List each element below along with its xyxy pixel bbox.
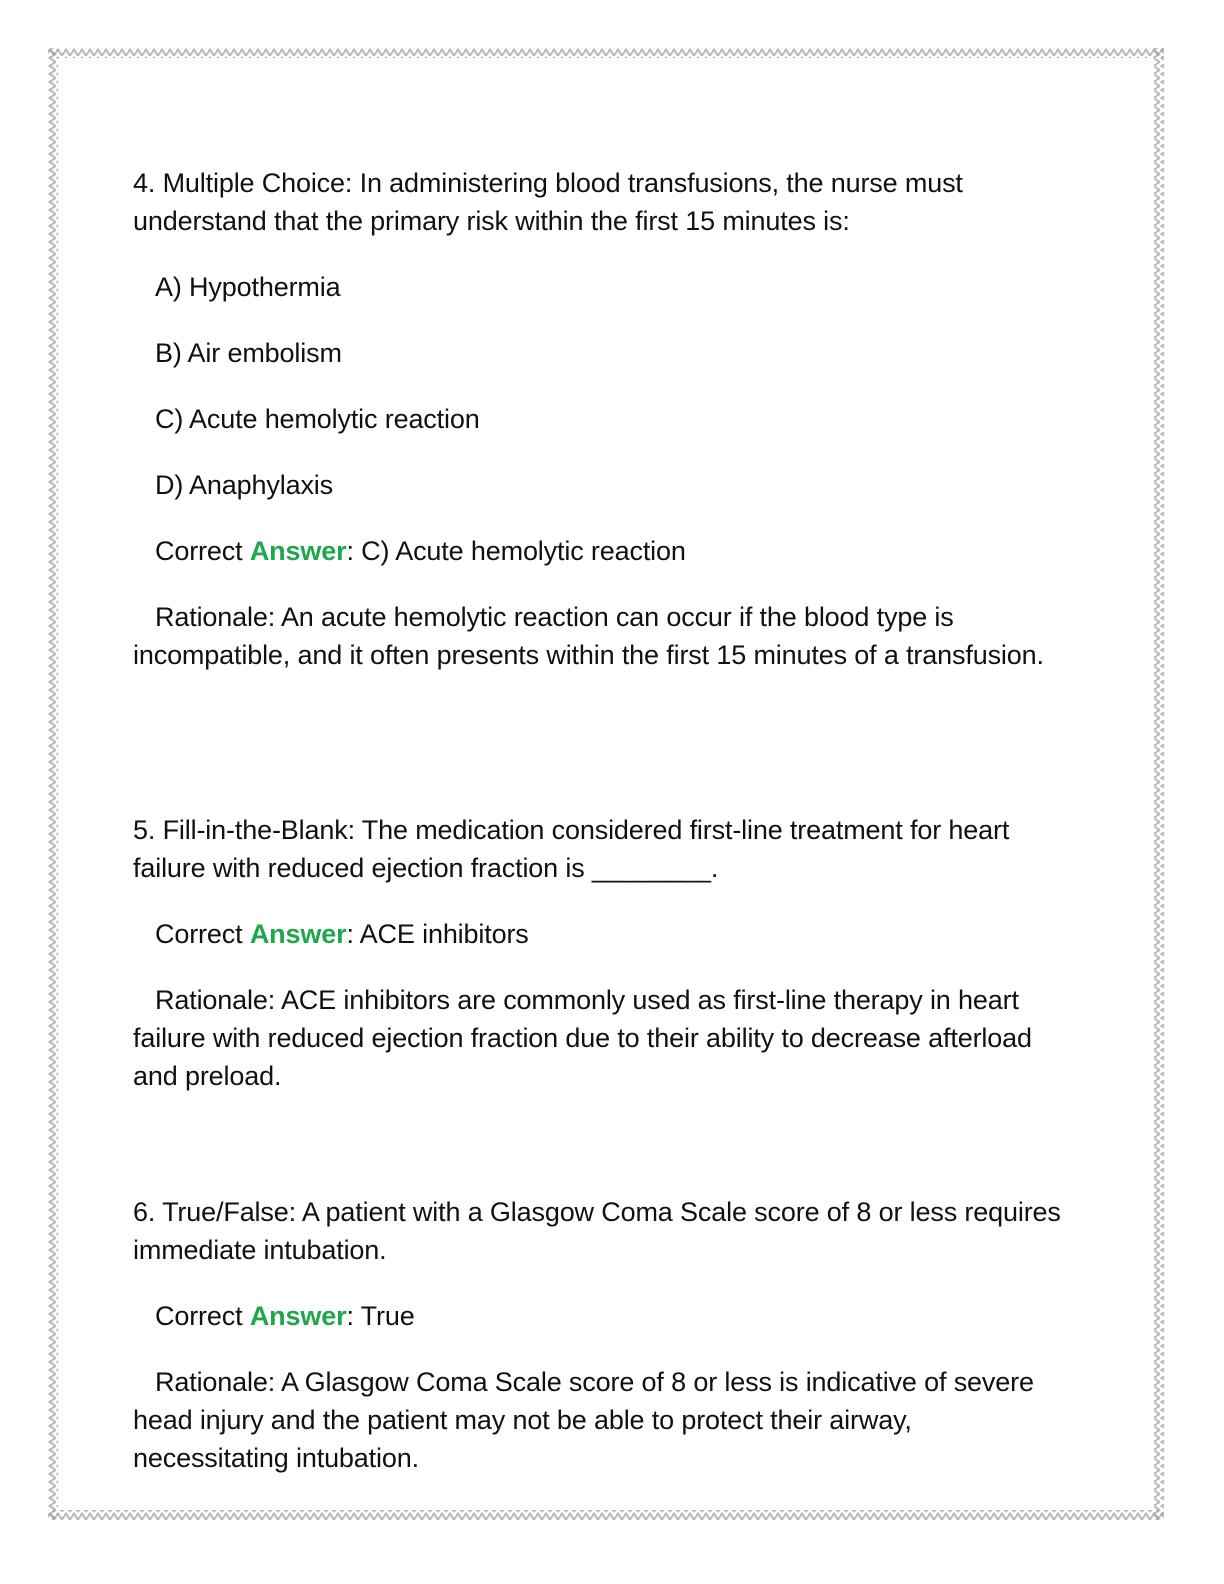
question-5-answer <box>133 915 1063 953</box>
answer-value: : C) Acute hemolytic reaction <box>346 536 686 566</box>
question-6-text: 6. True/False: A patient with a Glasgow Coma Scale score of 8 or less requires immediate intubation. <box>133 1197 1061 1265</box>
question-4-option-b: B) Air embolism <box>155 338 342 368</box>
answer-label: Answer <box>249 536 347 566</box>
answer-label: Answer <box>249 1301 347 1331</box>
answer-prefix: Correct <box>155 1301 250 1331</box>
answer-prefix: Correct <box>155 536 250 566</box>
answer-value: : True <box>346 1301 415 1331</box>
question-4-option-a: A) Hypothermia <box>155 272 341 302</box>
answer-prefix: Correct <box>155 919 250 949</box>
answer-label: Answer <box>249 919 347 949</box>
question-6-answer <box>133 1297 1063 1335</box>
question-4-text: 4. Multiple Choice: In administering blood transfusions, the nurse must understand that the primary risk within the first 15 minutes is: <box>133 168 963 236</box>
question-5 <box>133 811 1063 1095</box>
question-4-answer <box>133 532 1063 570</box>
question-4-rationale: Rationale: An acute hemolytic reaction can occur if the blood type is incompatible, and it often presents within the first 15 minutes of a transfusion. <box>133 602 1044 670</box>
answer-value: : ACE inhibitors <box>346 919 529 949</box>
question-6-rationale: Rationale: A Glasgow Coma Scale score of 8 or less is indicative of severe head injury and the patient may not be able to protect their airway, necessitating intubation. <box>133 1367 1034 1473</box>
question-5-text: 5. Fill-in-the-Blank: The medication considered first-line treatment for heart failure with reduced ejection fraction is ________. <box>133 815 1010 883</box>
question-4 <box>133 164 1063 674</box>
question-5-rationale: Rationale: ACE inhibitors are commonly used as first-line therapy in heart failure with reduced ejection fraction due to their ability to decrease afterload and preload. <box>133 985 1032 1091</box>
question-4-option-d: D) Anaphylaxis <box>155 470 333 500</box>
question-4-option-c: C) Acute hemolytic reaction <box>155 404 480 434</box>
question-6 <box>133 1193 1063 1477</box>
